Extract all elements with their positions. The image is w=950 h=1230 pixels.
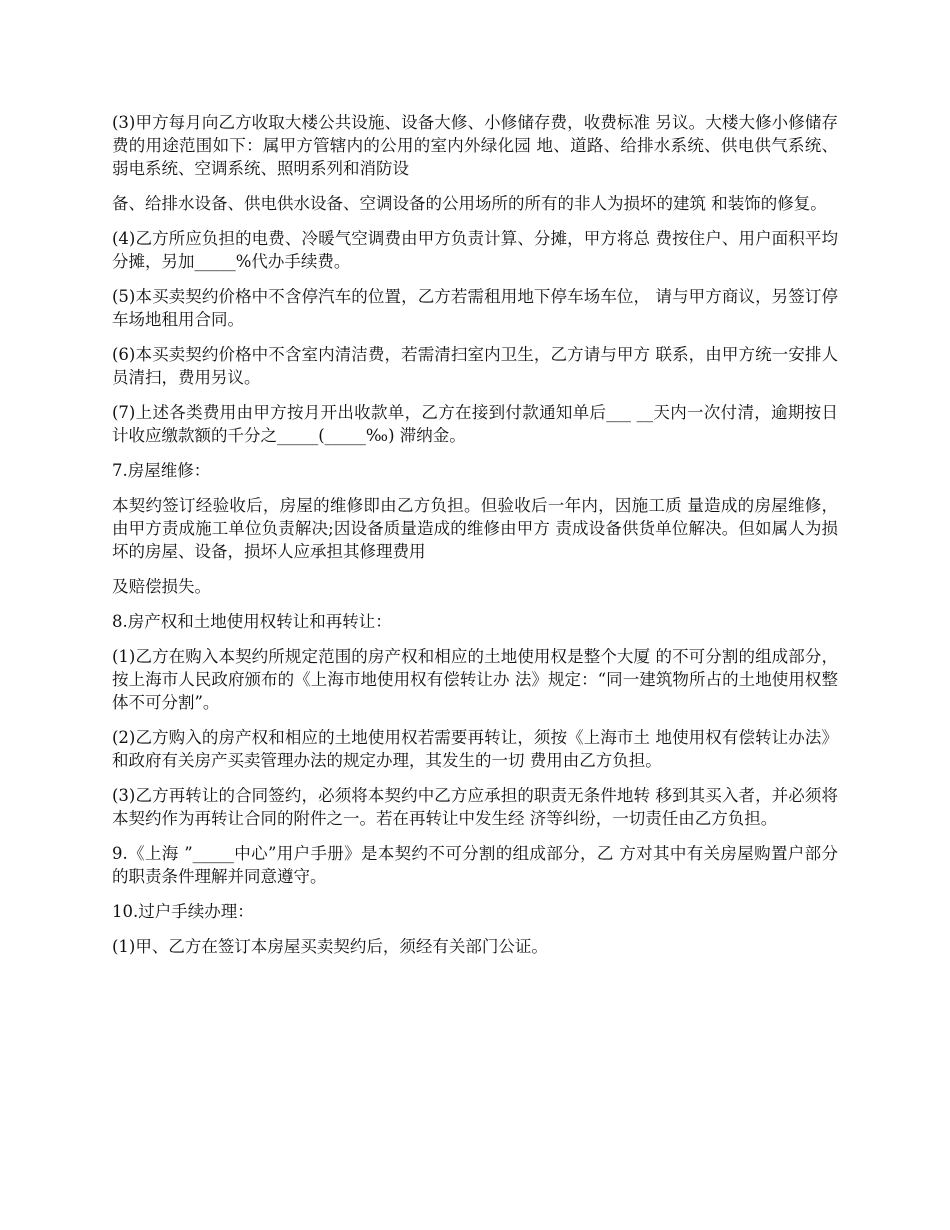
paragraph-fee-maintenance-fund-continued: 备、给排水设备、供电供水设备、空调设备的公用场所的所有的非人为损坏的建筑 和装饰的修复。 (112, 194, 827, 213)
paragraph-transfer-2: (2)乙方购入的房产权和相应的土地使用权若需要再转让，须按《上海市土 地使用权有偿转让办法》和政府有关房产买卖管理办法的规定办理，其发生的一切 费用由乙方负担。 (112, 728, 838, 770)
paragraph-repair-continued: 及赔偿损失。 (112, 577, 211, 596)
paragraph-cleaning: (6)本买卖契约价格中不含室内清洁费，若需清扫室内卫生，乙方请与甲方 联系，由甲方统一安排人员清扫，费用另议。 (112, 345, 838, 387)
paragraph-fee-maintenance-fund: (3)甲方每月向乙方收取大楼公共设施、设备大修、小修储存费，收费标准 另议。大楼大修小修储存费的用途范围如下：属甲方管辖内的公用的室内外绿化园 地、道路、给排水系统、供电供气系统、弱电系统、空调系统、照明系列和消防设 (112, 113, 838, 178)
paragraph-repair: 本契约签订经验收后，房屋的维修即由乙方负担。但验收后一年内，因施工质 量造成的房屋维修，由甲方责成施工单位负责解决;因设备质量造成的维修由甲方 责成设备供货单位解决。但如属人为损坏的房屋、设备，损坏人应承担其修理费用 (112, 496, 838, 561)
section-heading-transfer: 8.房产权和土地使用权转让和再转让： (112, 612, 392, 631)
document-body (112, 111, 838, 970)
paragraph-transfer-1: (1)乙方在购入本契约所规定范围的房产权和相应的土地使用权是整个大厦 的不可分割的组成部分，按上海市人民政府颁布的《上海市地使用权有偿转让办 法》规定：“同一建筑物所占的土地使用权整体不可分割”。 (112, 647, 838, 712)
paragraph-electricity-fee: (4)乙方所应负担的电费、冷暖气空调费由甲方负责计算、分摊，甲方将总 费按住户、用户面积平均分摊，另加_____%代办手续费。 (112, 229, 838, 271)
paragraph-user-manual: 9.《上海 ”_____中心”用户手册》是本契约不可分割的组成部分，乙 方对其中有关房屋购置户部分的职责条件理解并同意遵守。 (112, 844, 838, 886)
paragraph-parking: (5)本买卖契约价格中不含停汽车的位置，乙方若需租用地下停车场车位， 请与甲方商议，另签订停车场地租用合同。 (112, 287, 838, 329)
paragraph-transfer-3: (3)乙方再转让的合同签约，必须将本契约中乙方应承担的职责无条件地转 移到其买入者，并必须将本契约作为再转让合同的附件之一。若在再转让中发生经 济等纠纷，一切责任由乙方负担。 (112, 786, 838, 828)
paragraph-payment-deadline: (7)上述各类费用由甲方按月开出收款单，乙方在接到付款通知单后___ __天内一次付清，逾期按日计收应缴款额的千分之_____(_____‰) 滞纳金。 (112, 403, 838, 445)
section-heading-repair: 7.房屋维修： (112, 461, 211, 480)
section-heading-transfer-procedure: 10.过户手续办理： (112, 902, 254, 921)
paragraph-notarization: (1)甲、乙方在签订本房屋买卖契约后，须经有关部门公证。 (112, 937, 548, 956)
